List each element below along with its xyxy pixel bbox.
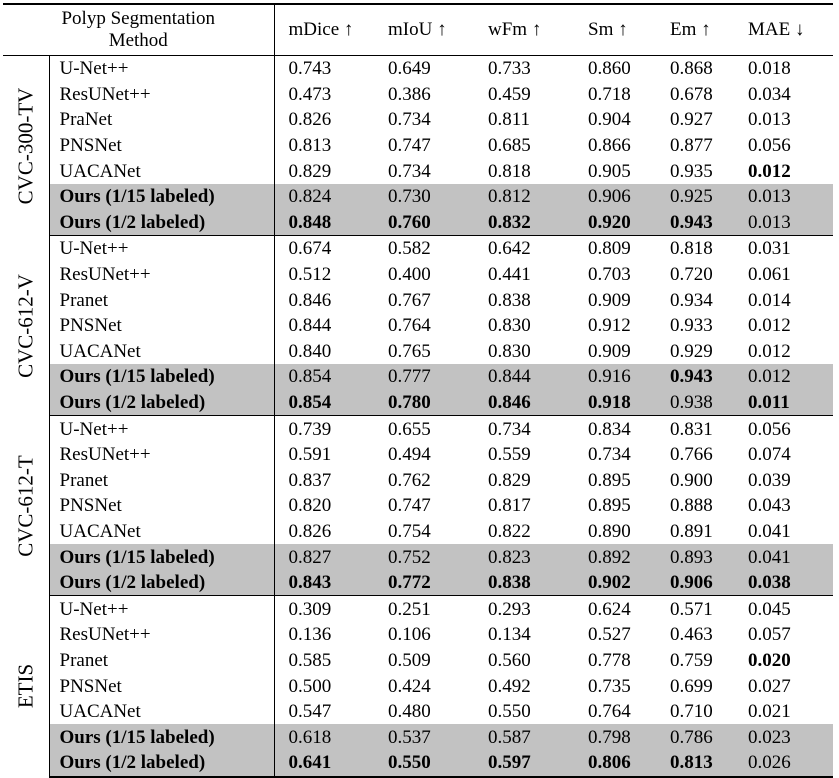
metric-value: 0.838: [474, 570, 574, 596]
method-name: UACANet: [49, 519, 274, 545]
metric-value: 0.641: [274, 750, 374, 777]
metric-value: 0.892: [574, 544, 656, 570]
metric-value: 0.902: [574, 570, 656, 596]
metric-value: 0.843: [274, 570, 374, 596]
metric-value: 0.582: [388, 238, 431, 260]
metric-value: 0.900: [670, 469, 713, 491]
method-name: Ours (1/2 labeled): [49, 750, 274, 777]
metric-value: 0.537: [374, 724, 474, 750]
method-name: UACANet: [49, 339, 274, 365]
metric-value: 0.720: [670, 264, 713, 286]
metric-value: 0.829: [488, 469, 531, 491]
metric-value: 0.012: [748, 340, 791, 362]
metric-value: 0.830: [488, 315, 531, 337]
method-name: UACANet: [49, 699, 274, 725]
metric-value: 0.798: [574, 724, 656, 750]
metric-value: 0.909: [588, 289, 631, 311]
metric-value: 0.780: [374, 390, 474, 416]
table-row: [3, 56, 833, 82]
metric-value: 0.550: [374, 750, 474, 777]
metric-value: 0.013: [748, 109, 791, 131]
metric-value: 0.824: [274, 184, 374, 210]
metric-value: 0.591: [288, 444, 332, 466]
metric-value: 0.754: [388, 520, 431, 542]
metric-value: 0.400: [388, 264, 431, 286]
metric-value: 0.837: [288, 469, 332, 491]
metric-value: 0.823: [474, 544, 574, 570]
metric-value: 0.818: [670, 238, 713, 260]
method-name: PNSNet: [49, 313, 274, 339]
table-row: [3, 699, 833, 725]
results-table: [3, 3, 833, 778]
table-row: [3, 287, 833, 313]
dataset-label: [3, 596, 49, 777]
dataset-label: [3, 56, 49, 236]
table-row: [3, 724, 833, 750]
metric-value: 0.831: [670, 418, 713, 440]
metric-value: 0.752: [374, 544, 474, 570]
metric-value: 0.509: [388, 649, 431, 671]
metric-value: 0.678: [670, 83, 713, 105]
table-row: [3, 184, 833, 210]
table-row: [3, 390, 833, 416]
metric-value: 0.710: [670, 701, 713, 723]
table-row: [3, 236, 833, 262]
metric-value: 0.929: [670, 340, 713, 362]
metric-value: 0.039: [748, 469, 791, 491]
method-name: Ours (1/2 labeled): [49, 390, 274, 416]
method-name: Pranet: [49, 648, 274, 674]
metric-value: 0.743: [288, 58, 332, 80]
method-name: Ours (1/15 labeled): [49, 184, 274, 210]
table-row: [3, 596, 833, 622]
metric-value: 0.023: [734, 724, 833, 750]
metric-value: 0.293: [488, 598, 531, 620]
metric-value: 0.571: [670, 598, 713, 620]
metric-value: 0.895: [588, 495, 631, 517]
metric-value: 0.685: [488, 135, 531, 157]
method-name: U-Net++: [49, 56, 274, 82]
metric-value: 0.012: [748, 315, 791, 337]
metric-value: 0.718: [588, 83, 631, 105]
metric-value: 0.045: [748, 598, 791, 620]
metric-value: 0.699: [670, 675, 713, 697]
method-name: U-Net++: [49, 236, 274, 262]
metric-value: 0.043: [748, 495, 791, 517]
metric-value: 0.649: [388, 58, 431, 80]
metric-value: 0.829: [288, 160, 332, 182]
metric-value: 0.762: [388, 469, 431, 491]
metric-value: 0.877: [670, 135, 713, 157]
method-name: U-Net++: [49, 596, 274, 622]
metric-value: 0.832: [474, 210, 574, 236]
metric-value: 0.034: [748, 83, 791, 105]
metric-value: 0.846: [474, 390, 574, 416]
metric-value: 0.909: [588, 340, 631, 362]
method-name: Pranet: [49, 287, 274, 313]
metric-value: 0.844: [288, 315, 332, 337]
metric-value: 0.786: [656, 724, 734, 750]
metric-value: 0.904: [588, 109, 631, 131]
col-header-miou: mIoU ↑: [374, 4, 474, 56]
metric-value: 0.764: [588, 701, 631, 723]
metric-value: 0.012: [734, 364, 833, 390]
metric-value: 0.765: [388, 340, 431, 362]
metric-value: 0.500: [288, 675, 332, 697]
metric-value: 0.655: [388, 418, 431, 440]
dataset-label: [3, 236, 49, 416]
metric-value: 0.587: [474, 724, 574, 750]
metric-value: 0.585: [288, 649, 332, 671]
metric-value: 0.927: [670, 109, 713, 131]
table-row: [3, 442, 833, 468]
metric-value: 0.739: [288, 418, 332, 440]
metric-value: 0.830: [488, 340, 531, 362]
metric-value: 0.424: [388, 675, 431, 697]
metric-value: 0.916: [574, 364, 656, 390]
metric-value: 0.813: [656, 750, 734, 777]
metric-value: 0.642: [488, 238, 531, 260]
method-name: ResUNet++: [49, 82, 274, 108]
method-name: Ours (1/2 labeled): [49, 210, 274, 236]
col-header-sm: Sm ↑: [574, 4, 656, 56]
metric-value: 0.811: [488, 109, 531, 131]
metric-value: 0.820: [288, 495, 332, 517]
metric-value: 0.041: [748, 520, 791, 542]
metric-value: 0.943: [656, 210, 734, 236]
metric-value: 0.813: [288, 135, 332, 157]
table-row: [3, 622, 833, 648]
metric-value: 0.031: [748, 238, 791, 260]
metric-value: 0.846: [288, 289, 332, 311]
metric-value: 0.905: [588, 160, 631, 182]
metric-value: 0.817: [488, 495, 531, 517]
metric-value: 0.868: [670, 58, 713, 80]
method-name: PraNet: [49, 107, 274, 133]
metric-value: 0.767: [388, 289, 431, 311]
dataset-name: CVC-300-TV: [13, 87, 38, 205]
metric-value: 0.512: [288, 264, 332, 286]
metric-value: 0.061: [748, 264, 791, 286]
method-header-line1: Polyp Segmentation: [61, 8, 216, 29]
method-name: ResUNet++: [49, 622, 274, 648]
metric-value: 0.860: [588, 58, 631, 80]
metric-value: 0.735: [588, 675, 631, 697]
metric-value: 0.013: [734, 184, 833, 210]
metric-value: 0.559: [488, 444, 531, 466]
metric-value: 0.840: [288, 340, 332, 362]
method-name: U-Net++: [49, 416, 274, 442]
metric-value: 0.854: [274, 390, 374, 416]
metric-value: 0.934: [670, 289, 713, 311]
metric-value: 0.027: [748, 675, 791, 697]
metric-value: 0.925: [656, 184, 734, 210]
metric-value: 0.480: [388, 701, 431, 723]
metric-value: 0.106: [388, 624, 431, 646]
metric-value: 0.888: [670, 495, 713, 517]
metric-value: 0.764: [388, 315, 431, 337]
metric-value: 0.778: [588, 649, 631, 671]
method-name: PNSNet: [49, 493, 274, 519]
metric-value: 0.777: [374, 364, 474, 390]
metric-value: 0.747: [388, 135, 431, 157]
metric-value: 0.386: [388, 83, 431, 105]
metric-value: 0.893: [656, 544, 734, 570]
method-name: ResUNet++: [49, 442, 274, 468]
method-name: ResUNet++: [49, 262, 274, 288]
metric-value: 0.759: [670, 649, 713, 671]
metric-value: 0.890: [588, 520, 631, 542]
metric-value: 0.747: [388, 495, 431, 517]
metric-value: 0.021: [748, 701, 791, 723]
metric-value: 0.854: [274, 364, 374, 390]
metric-value: 0.624: [588, 598, 631, 620]
metric-value: 0.766: [670, 444, 713, 466]
metric-value: 0.597: [474, 750, 574, 777]
metric-value: 0.547: [288, 701, 332, 723]
table-row: [3, 493, 833, 519]
header-row: [3, 4, 833, 56]
metric-value: 0.674: [288, 238, 332, 260]
metric-value: 0.943: [656, 364, 734, 390]
metric-value: 0.809: [588, 238, 631, 260]
table-row: [3, 570, 833, 596]
table-row: [3, 364, 833, 390]
metric-value: 0.734: [588, 444, 631, 466]
metric-value: 0.056: [748, 418, 791, 440]
metric-value: 0.933: [670, 315, 713, 337]
metric-value: 0.772: [374, 570, 474, 596]
metric-value: 0.473: [288, 83, 332, 105]
metric-value: 0.012: [748, 160, 791, 182]
metric-value: 0.806: [574, 750, 656, 777]
metric-value: 0.527: [588, 624, 631, 646]
metric-value: 0.560: [488, 649, 531, 671]
dataset-name: CVC-612-T: [13, 455, 38, 557]
method-name: Ours (1/15 labeled): [49, 364, 274, 390]
table-row: [3, 750, 833, 777]
table-row: [3, 210, 833, 236]
metric-value: 0.018: [748, 58, 791, 80]
dataset-name: CVC-612-V: [13, 273, 38, 378]
table-row: [3, 313, 833, 339]
metric-value: 0.041: [734, 544, 833, 570]
method-name: Pranet: [49, 468, 274, 494]
metric-value: 0.935: [670, 160, 713, 182]
metric-value: 0.251: [388, 598, 431, 620]
metric-value: 0.011: [734, 390, 833, 416]
metric-value: 0.812: [474, 184, 574, 210]
metric-value: 0.074: [748, 444, 791, 466]
metric-value: 0.730: [374, 184, 474, 210]
method-name: PNSNet: [49, 673, 274, 699]
col-header-em: Em ↑: [656, 4, 734, 56]
metric-value: 0.848: [274, 210, 374, 236]
dataset-name: ETIS: [13, 664, 38, 709]
metric-value: 0.866: [588, 135, 631, 157]
metric-value: 0.463: [670, 624, 713, 646]
col-header-mdice: mDice ↑: [274, 4, 374, 56]
metric-value: 0.906: [656, 570, 734, 596]
table-row: [3, 339, 833, 365]
metric-value: 0.038: [734, 570, 833, 596]
col-header-wfm: wFm ↑: [474, 4, 574, 56]
metric-value: 0.056: [748, 135, 791, 157]
metric-value: 0.134: [488, 624, 531, 646]
metric-value: 0.733: [488, 58, 531, 80]
method-name: Ours (1/15 labeled): [49, 724, 274, 750]
metric-value: 0.844: [474, 364, 574, 390]
metric-value: 0.734: [388, 160, 431, 182]
table-row: [3, 519, 833, 545]
table-row: [3, 158, 833, 184]
method-header: [3, 4, 274, 56]
table-body: [3, 56, 833, 777]
metric-value: 0.838: [488, 289, 531, 311]
metric-value: 0.494: [388, 444, 431, 466]
metric-value: 0.906: [574, 184, 656, 210]
metric-value: 0.550: [488, 701, 531, 723]
metric-value: 0.912: [588, 315, 631, 337]
metric-value: 0.826: [288, 520, 332, 542]
method-name: Ours (1/2 labeled): [49, 570, 274, 596]
metric-value: 0.014: [748, 289, 791, 311]
table-row: [3, 468, 833, 494]
table-row: [3, 673, 833, 699]
metric-value: 0.026: [734, 750, 833, 777]
metric-value: 0.057: [748, 624, 791, 646]
metric-value: 0.827: [274, 544, 374, 570]
metric-value: 0.309: [288, 598, 332, 620]
metric-value: 0.834: [588, 418, 631, 440]
metric-value: 0.703: [588, 264, 631, 286]
metric-value: 0.734: [388, 109, 431, 131]
metric-value: 0.618: [274, 724, 374, 750]
table-row: [3, 133, 833, 159]
method-header-line2: Method: [108, 30, 168, 51]
method-name: Ours (1/15 labeled): [49, 544, 274, 570]
table-row: [3, 262, 833, 288]
table-row: [3, 82, 833, 108]
metric-value: 0.822: [488, 520, 531, 542]
metric-value: 0.492: [488, 675, 531, 697]
table-row: [3, 416, 833, 442]
metric-value: 0.891: [670, 520, 713, 542]
metric-value: 0.818: [488, 160, 531, 182]
dataset-label: [3, 416, 49, 596]
table-row: [3, 648, 833, 674]
metric-value: 0.734: [488, 418, 531, 440]
col-header-mae: MAE ↓: [734, 4, 833, 56]
method-name: PNSNet: [49, 133, 274, 159]
metric-value: 0.938: [656, 390, 734, 416]
metric-value: 0.020: [748, 649, 791, 671]
metric-value: 0.918: [574, 390, 656, 416]
metric-value: 0.441: [488, 264, 531, 286]
metric-value: 0.760: [374, 210, 474, 236]
table-row: [3, 107, 833, 133]
metric-value: 0.013: [734, 210, 833, 236]
table-row: [3, 544, 833, 570]
metric-value: 0.826: [288, 109, 332, 131]
metric-value: 0.136: [288, 624, 332, 646]
metric-value: 0.459: [488, 83, 531, 105]
metric-value: 0.920: [574, 210, 656, 236]
method-name: UACANet: [49, 158, 274, 184]
metric-value: 0.895: [588, 469, 631, 491]
